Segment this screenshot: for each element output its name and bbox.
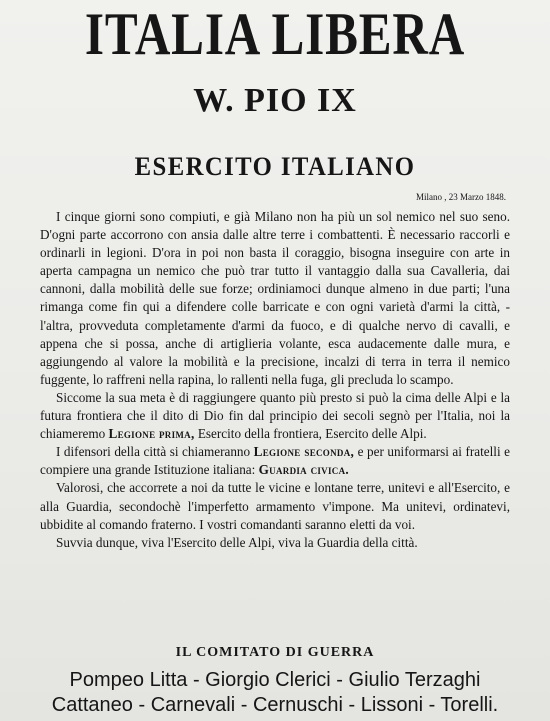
poster-date: Milano , 23 Marzo 1848.: [416, 192, 506, 202]
poster-heading: ESERCITO ITALIANO: [134, 152, 416, 181]
legion-second-name: Legione seconda,: [253, 444, 355, 460]
paragraph-4: Valorosi, che accorrete a noi da tutte le vicine e lontane terre, unitevi e all'Esercito, e alla Guardia, secondochè l'imperfetto armamento v'impone. Ma unitevi, ordinatevi, ubbidite al comando fraterno. I vostri comandanti saranno eletti da voi.: [40, 480, 510, 532]
paragraph-1: I cinque giorni sono compiuti, e già Milano non ha più un sol nemico nel suo seno. D'ogni parte accorrono con ansia dalle altre terre i combattenti. È necessario raccorli e ordinarli in legioni. D'ora in poi non basta il coraggio, bisogna inseguire con arte in aperta campagna un nemico che può trar tutto il vantaggio dalla sua Cavalleria, dai cannoni, dalla mobilità delle sue forze; ordiniamoci dunque almeno in due parti; l'una rimanga come fin qui a difendere colle barricate e con ogni varietà d'armi la città, - l'altra, provveduta completamente d'armi da fuoco, e di qualche nervo di cavalli, e appena che si possa, anche di artiglieria volante, esca audacemente dalle mura, e aggiungendo al valore la mobilità e la precisione, incalzi di terra in terra il nemico fuggente, lo raffreni nella rapina, lo rallenti nella fuga, gli precluda lo scampo.: [40, 209, 510, 387]
poster-title: ITALIA LIBERA: [84, 1, 466, 67]
paragraph-3: [40, 443, 510, 479]
signatories-line-1: Pompeo Litta - Giorgio Clerici - Giulio Terzaghi: [69, 669, 481, 691]
proclamation-body: [40, 208, 510, 552]
paragraph-2-text: Siccome la sua meta è di raggiungere quanto più presto si può la cima delle Alpi e la futura frontiera che il dito di Dio fin dal principio dei secoli segnò per l'Italia, noi la chiameremo: [40, 389, 510, 442]
committee-heading: IL COMITATO DI GUERRA: [175, 645, 375, 660]
civic-guard-name: Guardia civica.: [258, 462, 349, 478]
paragraph-2: [40, 389, 510, 443]
signatories-line-2: Cattaneo - Carnevali - Cernuschi - Lissoni - Torelli.: [51, 694, 499, 716]
paragraph-2-text-end: Esercito della frontiera, Esercito delle Alpi.: [197, 426, 427, 442]
paragraph-3-text: I difensori della città si chiameranno: [56, 444, 251, 460]
legion-first-name: Legione prima,: [108, 426, 195, 442]
paragraph-5: Suvvia dunque, viva l'Esercito delle Alpi, viva la Guardia della città.: [56, 534, 418, 550]
paragraph-3-text-mid: e per uniformarsi ai fratelli e compiere una grande Istituzione italiana:: [40, 444, 510, 478]
poster-subtitle: W. PIO IX: [193, 82, 357, 119]
